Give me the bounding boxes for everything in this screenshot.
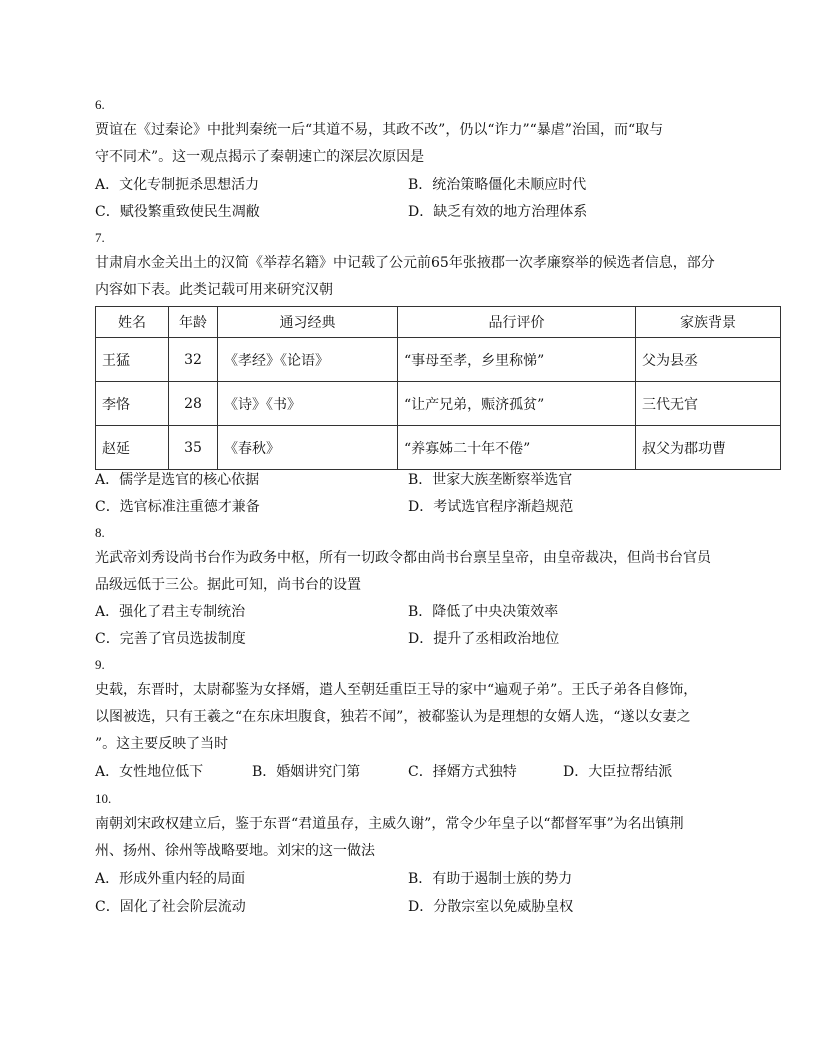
question-6-stem-line-1: 贾谊在《过秦论》中批判秦统一后“其道不易，其政不改”，仍以“诈力”“暴虐”治国，而“取与 (95, 122, 664, 138)
question-7-number: 7. (95, 230, 105, 245)
cell-conduct: “让产兄弟，赈济孤贫” (398, 382, 636, 426)
question-10-option-a[interactable]: A．形成外重内轻的局面 (95, 871, 246, 887)
question-8-stem-line-1: 光武帝刘秀设尚书台作为政务中枢，所有一切政令都由尚书台禀呈皇帝，由皇帝裁决，但尚书台官员 (95, 550, 711, 566)
table-row (96, 338, 781, 382)
cell-family: 叔父为郡功曹 (636, 426, 781, 470)
question-9-stem-line-3: ”。这主要反映了当时 (95, 736, 229, 752)
candidate-table (95, 306, 781, 470)
question-10-option-d[interactable]: D．分散宗室以免威胁皇权 (408, 899, 574, 915)
question-6-option-b[interactable]: B．统治策略僵化未顺应时代 (408, 177, 587, 193)
question-10-stem-line-2: 州、扬州、徐州等战略要地。刘宋的这一做法 (95, 843, 375, 859)
header-classics: 通习经典 (218, 307, 398, 338)
question-9-option-c[interactable]: C．择婿方式独特 (408, 764, 517, 780)
question-9-option-b[interactable]: B．婚姻讲究门第 (252, 764, 361, 780)
cell-name: 王猛 (96, 338, 169, 382)
table-header-row (96, 307, 781, 338)
question-8-stem-line-2: 品级远低于三公。据此可知，尚书台的设置 (95, 577, 361, 593)
question-6-stem-line-2: 守不同术”。这一观点揭示了秦朝速亡的深层次原因是 (95, 149, 425, 165)
question-6-number: 6. (95, 97, 105, 112)
cell-conduct: “事母至孝，乡里称悌” (398, 338, 636, 382)
question-6-option-d[interactable]: D．缺乏有效的地方治理体系 (408, 204, 588, 220)
cell-family: 父为县丞 (636, 338, 781, 382)
table-row (96, 382, 781, 426)
question-9-option-a[interactable]: A．女性地位低下 (95, 764, 204, 780)
cell-age: 32 (169, 338, 218, 382)
header-name: 姓名 (96, 307, 169, 338)
table-row (96, 426, 781, 470)
question-7-option-a[interactable]: A．儒学是选官的核心依据 (95, 472, 260, 488)
question-7-option-d[interactable]: D．考试选官程序渐趋规范 (408, 499, 574, 515)
question-8-number: 8. (95, 525, 105, 540)
question-8-option-c[interactable]: C．完善了官员选拔制度 (95, 631, 246, 647)
question-9-number: 9. (95, 657, 105, 672)
question-6-option-a[interactable]: A．文化专制扼杀思想活力 (95, 177, 260, 193)
question-10-number: 10. (95, 791, 112, 806)
question-9-option-d[interactable]: D．大臣拉帮结派 (563, 764, 673, 780)
header-family: 家族背景 (636, 307, 781, 338)
header-age: 年龄 (169, 307, 218, 338)
question-7-stem-line-2: 内容如下表。此类记载可用来研究汉朝 (95, 282, 333, 298)
cell-classics: 《诗》《书》 (218, 382, 398, 426)
question-10-option-b[interactable]: B．有助于遏制士族的势力 (408, 871, 573, 887)
cell-conduct: “养寡姊二十年不倦” (398, 426, 636, 470)
question-8-option-d[interactable]: D．提升了丞相政治地位 (408, 631, 560, 647)
question-7-option-c[interactable]: C．选官标准注重德才兼备 (95, 499, 260, 515)
question-7-option-b[interactable]: B．世家大族垄断察举选官 (408, 472, 573, 488)
question-7-stem-line-1: 甘肃肩水金关出土的汉简《举荐名籍》中记载了公元前65年张掖郡一次孝廉察举的候选者信息，部分 (95, 255, 715, 271)
cell-classics: 《春秋》 (218, 426, 398, 470)
cell-name: 赵延 (96, 426, 169, 470)
question-9-stem-line-1: 史载，东晋时，太尉郗鉴为女择婿，遣人至朝廷重臣王导的家中“遍观子弟”。王氏子弟各自修饰， (95, 682, 698, 698)
cell-age: 35 (169, 426, 218, 470)
cell-age: 28 (169, 382, 218, 426)
cell-family: 三代无官 (636, 382, 781, 426)
question-9-stem-line-2: 以图被选，只有王羲之“在东床坦腹食，独若不闻”，被郗鉴认为是理想的女婿人选，“遂以女妻之 (95, 709, 691, 725)
question-6-option-c[interactable]: C．赋役繁重致使民生凋敝 (95, 204, 260, 220)
cell-name: 李恪 (96, 382, 169, 426)
question-10-option-c[interactable]: C．固化了社会阶层流动 (95, 899, 246, 915)
question-8-option-b[interactable]: B．降低了中央决策效率 (408, 604, 559, 620)
header-conduct: 品行评价 (398, 307, 636, 338)
cell-classics: 《孝经》《论语》 (218, 338, 398, 382)
question-8-option-a[interactable]: A．强化了君主专制统治 (95, 604, 246, 620)
question-10-stem-line-1: 南朝刘宋政权建立后，鉴于东晋“君道虽存，主威久谢”，常令少年皇子以“都督军事”为名出镇荆 (95, 816, 684, 832)
